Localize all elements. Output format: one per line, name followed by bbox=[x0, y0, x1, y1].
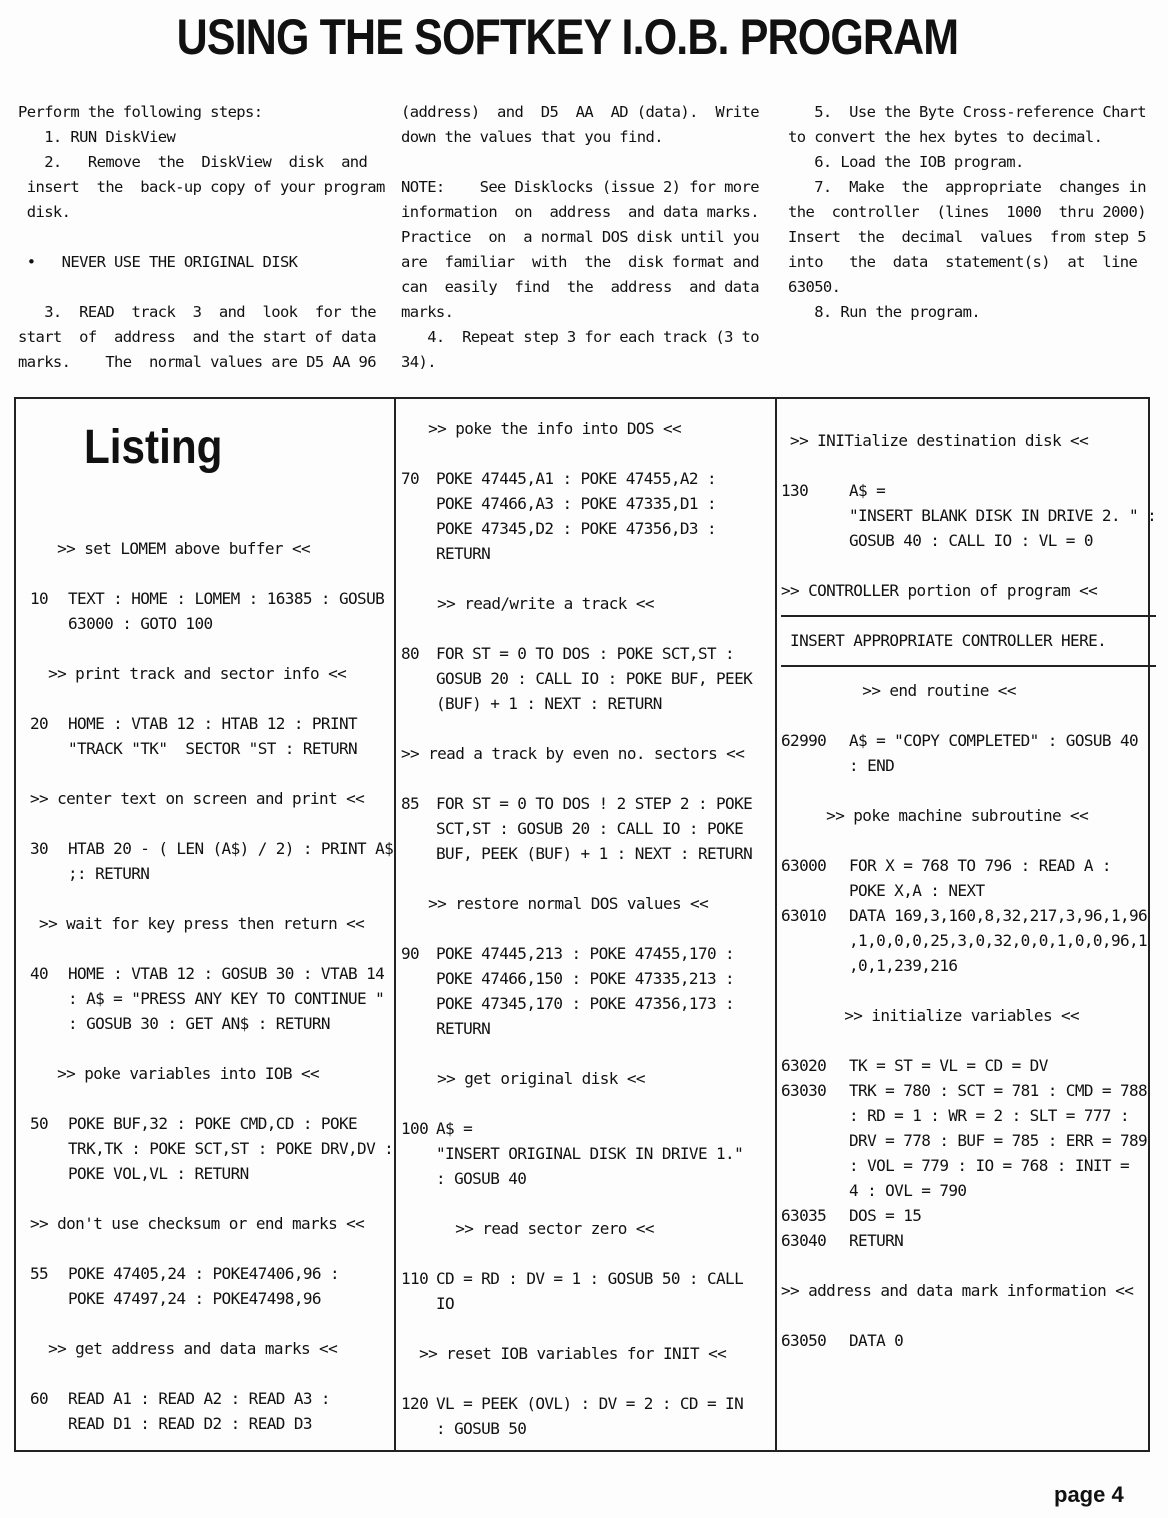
blank-line bbox=[30, 461, 393, 486]
blank-line bbox=[401, 566, 752, 591]
line-number: 110 bbox=[401, 1269, 429, 1288]
blank-line bbox=[30, 636, 393, 661]
listing-column-1 bbox=[30, 411, 393, 1436]
code-comment: >> center text on screen and print << bbox=[30, 789, 365, 808]
code-line bbox=[401, 1166, 752, 1191]
line-number: 63010 bbox=[781, 906, 827, 925]
code-line bbox=[401, 491, 752, 516]
column-divider bbox=[775, 397, 777, 1452]
code-text: ;: RETURN bbox=[68, 864, 150, 883]
code-line bbox=[781, 1153, 1156, 1178]
code-line bbox=[401, 1391, 752, 1416]
code-text: TK = ST = VL = CD = DV bbox=[849, 1056, 1048, 1075]
code-line bbox=[401, 541, 752, 566]
blank-line bbox=[30, 1186, 393, 1211]
code-text: FOR ST = 0 TO DOS : POKE SCT,ST : bbox=[436, 644, 735, 663]
intro-line: Practice on a normal DOS disk until you bbox=[401, 228, 760, 246]
blank-line bbox=[30, 561, 393, 586]
blank-line bbox=[401, 1241, 752, 1266]
line-number: 62990 bbox=[781, 731, 827, 750]
blank-line bbox=[401, 1191, 752, 1216]
code-line bbox=[401, 1266, 752, 1291]
blank-line bbox=[781, 778, 1156, 803]
code-comment: >> poke the info into DOS << bbox=[401, 419, 682, 438]
blank-line bbox=[401, 1091, 752, 1116]
blank-line bbox=[781, 828, 1156, 853]
intro-line: are familiar with the disk format and bbox=[401, 253, 760, 271]
code-text: TRK = 780 : SCT = 781 : CMD = 788 bbox=[849, 1081, 1148, 1100]
code-line bbox=[30, 1261, 393, 1286]
code-text: A$ = bbox=[436, 1119, 473, 1138]
intro-line: 1. RUN DiskView bbox=[18, 128, 176, 146]
code-line bbox=[401, 666, 752, 691]
code-line bbox=[781, 1328, 1156, 1353]
code-text: FOR X = 768 TO 796 : READ A : bbox=[849, 856, 1111, 875]
code-text: 63000 : GOTO 100 bbox=[68, 614, 213, 633]
code-text: RETURN bbox=[436, 544, 491, 563]
intro-line: start of address and the start of data bbox=[18, 328, 377, 346]
code-line bbox=[781, 853, 1156, 878]
line-number: 50 bbox=[30, 1114, 49, 1133]
line-number: 55 bbox=[30, 1264, 49, 1283]
intro-line: Perform the following steps: bbox=[18, 103, 263, 121]
code-comment: >> initialize variables << bbox=[781, 1006, 1080, 1025]
line-number: 10 bbox=[30, 589, 49, 608]
blank-line bbox=[30, 886, 393, 911]
code-line bbox=[30, 961, 393, 986]
code-line bbox=[781, 1178, 1156, 1203]
code-line bbox=[30, 736, 393, 761]
code-text: 4 : OVL = 790 bbox=[849, 1181, 967, 1200]
intro-line: 5. Use the Byte Cross-reference Chart bbox=[788, 103, 1147, 121]
code-text: POKE 47466,150 : POKE 47335,213 : bbox=[436, 969, 735, 988]
code-text: READ A1 : READ A2 : READ A3 : bbox=[68, 1389, 330, 1408]
line-number: 20 bbox=[30, 714, 49, 733]
intro-line: 2. Remove the DiskView disk and bbox=[18, 153, 368, 171]
code-text: HOME : VTAB 12 : HTAB 12 : PRINT bbox=[68, 714, 358, 733]
intro-line: 8. Run the program. bbox=[788, 303, 981, 321]
code-text: (BUF) + 1 : NEXT : RETURN bbox=[436, 694, 662, 713]
code-comment: >> print track and sector info << bbox=[30, 664, 347, 683]
intro-column-3 bbox=[788, 100, 1146, 325]
blank-line bbox=[30, 936, 393, 961]
code-text: IO bbox=[436, 1294, 455, 1313]
intro-line: Insert the decimal values from step 5 bbox=[788, 228, 1147, 246]
code-line bbox=[401, 966, 752, 991]
line-number: 100 bbox=[401, 1119, 429, 1138]
code-line bbox=[401, 1016, 752, 1041]
intro-line: the controller (lines 1000 thru 2000) bbox=[788, 203, 1147, 221]
blank-line bbox=[781, 1303, 1156, 1328]
code-line bbox=[401, 816, 752, 841]
code-line bbox=[781, 928, 1156, 953]
code-text: POKE BUF,32 : POKE CMD,CD : POKE bbox=[68, 1114, 358, 1133]
code-line bbox=[30, 1111, 393, 1136]
code-text: POKE 47405,24 : POKE47406,96 : bbox=[68, 1264, 339, 1283]
code-line bbox=[781, 1203, 1156, 1228]
intro-line bbox=[401, 150, 759, 175]
code-text: RETURN bbox=[436, 1019, 491, 1038]
intro-line: • NEVER USE THE ORIGINAL DISK bbox=[18, 253, 298, 271]
blank-line bbox=[30, 436, 393, 461]
code-text: SCT,ST : GOSUB 20 : CALL IO : POKE bbox=[436, 819, 744, 838]
intro-line: 7. Make the appropriate changes in bbox=[788, 178, 1147, 196]
code-line bbox=[401, 991, 752, 1016]
code-comment: >> poke variables into IOB << bbox=[30, 1064, 320, 1083]
code-line bbox=[401, 791, 752, 816]
code-line bbox=[781, 503, 1156, 528]
blank-line bbox=[30, 1361, 393, 1386]
code-line bbox=[781, 953, 1156, 978]
code-text: A$ = "COPY COMPLETED" : GOSUB 40 bbox=[849, 731, 1139, 750]
page-number: page 4 bbox=[1054, 1482, 1124, 1507]
line-number: 63030 bbox=[781, 1081, 827, 1100]
blank-line bbox=[401, 1366, 752, 1391]
code-line bbox=[401, 1291, 752, 1316]
blank-line bbox=[781, 553, 1156, 578]
line-number: 63050 bbox=[781, 1331, 827, 1350]
code-text: DOS = 15 bbox=[849, 1206, 922, 1225]
code-line bbox=[401, 1116, 752, 1141]
code-line bbox=[401, 466, 752, 491]
code-line bbox=[781, 1053, 1156, 1078]
code-comment: >> don't use checksum or end marks << bbox=[30, 1214, 365, 1233]
blank-line bbox=[30, 686, 393, 711]
code-line bbox=[401, 691, 752, 716]
code-text: CD = RD : DV = 1 : GOSUB 50 : CALL bbox=[436, 1269, 744, 1288]
blank-line bbox=[401, 616, 752, 641]
intro-line: 63050. bbox=[788, 278, 841, 296]
code-text: HOME : VTAB 12 : GOSUB 30 : VTAB 14 bbox=[68, 964, 385, 983]
code-comment: >> CONTROLLER portion of program << bbox=[781, 581, 1098, 600]
code-text: DATA 0 bbox=[849, 1331, 904, 1350]
blank-line bbox=[781, 1253, 1156, 1278]
code-line bbox=[401, 516, 752, 541]
line-number: 85 bbox=[401, 794, 420, 813]
intro-line: 4. Repeat step 3 for each track (3 to bbox=[401, 328, 760, 346]
code-comment: >> reset IOB variables for INIT << bbox=[401, 1344, 727, 1363]
code-line bbox=[30, 586, 393, 611]
code-text: POKE X,A : NEXT bbox=[849, 881, 985, 900]
code-comment: >> INITialize destination disk << bbox=[781, 431, 1089, 450]
blank-line bbox=[30, 811, 393, 836]
code-text: TRK,TK : POKE SCT,ST : POKE DRV,DV : bbox=[68, 1139, 394, 1158]
code-text: HTAB 20 - ( LEN (A$) / 2) : PRINT A$ bbox=[68, 839, 394, 858]
code-text: "INSERT ORIGINAL DISK IN DRIVE 1." bbox=[436, 1144, 744, 1163]
line-number: 63000 bbox=[781, 856, 827, 875]
code-text: GOSUB 40 : CALL IO : VL = 0 bbox=[849, 531, 1093, 550]
blank-line bbox=[401, 1316, 752, 1341]
intro-line: disk. bbox=[18, 203, 71, 221]
code-text: "TRACK "TK" SECTOR "ST : RETURN bbox=[68, 739, 358, 758]
code-text: POKE 47445,A1 : POKE 47455,A2 : bbox=[436, 469, 717, 488]
blank-line bbox=[30, 761, 393, 786]
code-line bbox=[401, 641, 752, 666]
code-comment: >> poke machine subroutine << bbox=[781, 806, 1089, 825]
code-line bbox=[781, 528, 1156, 553]
code-text: TEXT : HOME : LOMEM : 16385 : GOSUB bbox=[68, 589, 385, 608]
intro-line: 34). bbox=[401, 353, 436, 371]
code-line bbox=[30, 711, 393, 736]
line-number: 90 bbox=[401, 944, 420, 963]
code-line bbox=[401, 841, 752, 866]
code-line bbox=[781, 1078, 1156, 1103]
line-number: 80 bbox=[401, 644, 420, 663]
divider-rule bbox=[781, 615, 1156, 628]
intro-line bbox=[18, 275, 385, 300]
blank-line bbox=[401, 916, 752, 941]
code-line bbox=[30, 1386, 393, 1411]
code-line bbox=[30, 986, 393, 1011]
intro-line: down the values that you find. bbox=[401, 128, 663, 146]
blank-line bbox=[401, 1041, 752, 1066]
listing-column-3 bbox=[781, 428, 1156, 1353]
blank-line bbox=[781, 978, 1156, 1003]
intro-line bbox=[18, 225, 385, 250]
code-line bbox=[30, 1286, 393, 1311]
code-text: : END bbox=[849, 756, 895, 775]
code-text: POKE VOL,VL : RETURN bbox=[68, 1164, 249, 1183]
blank-line bbox=[30, 1086, 393, 1111]
code-text: BUF, PEEK (BUF) + 1 : NEXT : RETURN bbox=[436, 844, 753, 863]
intro-line: can easily find the address and data bbox=[401, 278, 760, 296]
code-text: FOR ST = 0 TO DOS ! 2 STEP 2 : POKE bbox=[436, 794, 753, 813]
code-comment: >> read a track by even no. sectors << bbox=[401, 744, 745, 763]
code-text: READ D1 : READ D2 : READ D3 bbox=[68, 1414, 312, 1433]
code-line bbox=[30, 611, 393, 636]
code-comment: >> wait for key press then return << bbox=[30, 914, 365, 933]
blank-line bbox=[30, 411, 393, 436]
code-comment: >> set LOMEM above buffer << bbox=[30, 539, 311, 558]
code-text: : VOL = 779 : IO = 768 : INIT = bbox=[849, 1156, 1130, 1175]
intro-column-2 bbox=[401, 100, 759, 375]
intro-line: marks. The normal values are D5 AA 96 bbox=[18, 353, 377, 371]
code-line bbox=[781, 1228, 1156, 1253]
blank-line bbox=[401, 866, 752, 891]
code-text: : A$ = "PRESS ANY KEY TO CONTINUE " bbox=[68, 989, 385, 1008]
divider-rule bbox=[781, 665, 1156, 678]
code-text: VL = PEEK (OVL) : DV = 2 : CD = IN bbox=[436, 1394, 744, 1413]
column-divider bbox=[394, 397, 396, 1452]
code-text: POKE 47466,A3 : POKE 47335,D1 : bbox=[436, 494, 717, 513]
blank-line bbox=[30, 1236, 393, 1261]
code-text: : GOSUB 40 bbox=[436, 1169, 527, 1188]
intro-line: 6. Load the IOB program. bbox=[788, 153, 1024, 171]
code-line bbox=[781, 478, 1156, 503]
code-text: ,0,1,239,216 bbox=[849, 956, 958, 975]
line-number: 40 bbox=[30, 964, 49, 983]
listing-column-2 bbox=[401, 416, 752, 1441]
intro-line: (address) and D5 AA AD (data). Write bbox=[401, 103, 760, 121]
code-comment: >> get address and data marks << bbox=[30, 1339, 338, 1358]
line-number: 63035 bbox=[781, 1206, 827, 1225]
code-line bbox=[781, 903, 1156, 928]
listing-heading: Listing bbox=[84, 421, 223, 474]
code-text: "INSERT BLANK DISK IN DRIVE 2. " : bbox=[849, 506, 1157, 525]
code-comment: INSERT APPROPRIATE CONTROLLER HERE. bbox=[781, 631, 1107, 650]
code-text: DRV = 778 : BUF = 785 : ERR = 789 bbox=[849, 1131, 1148, 1150]
code-comment: >> get original disk << bbox=[401, 1069, 645, 1088]
blank-line bbox=[30, 1311, 393, 1336]
code-line bbox=[401, 1141, 752, 1166]
code-line bbox=[30, 1011, 393, 1036]
intro-line: NOTE: See Disklocks (issue 2) for more bbox=[401, 178, 760, 196]
blank-line bbox=[30, 511, 393, 536]
code-line bbox=[30, 861, 393, 886]
code-text: A$ = bbox=[849, 481, 886, 500]
blank-line bbox=[401, 441, 752, 466]
code-line bbox=[781, 728, 1156, 753]
code-line bbox=[781, 878, 1156, 903]
code-line bbox=[30, 1161, 393, 1186]
code-line bbox=[30, 1136, 393, 1161]
line-number: 63040 bbox=[781, 1231, 827, 1250]
blank-line bbox=[781, 1028, 1156, 1053]
code-text: POKE 47345,D2 : POKE 47356,D3 : bbox=[436, 519, 717, 538]
code-line bbox=[30, 836, 393, 861]
code-line bbox=[401, 1416, 752, 1441]
intro-column-1 bbox=[18, 100, 385, 375]
code-line bbox=[781, 753, 1156, 778]
blank-line bbox=[401, 766, 752, 791]
line-number: 63020 bbox=[781, 1056, 827, 1075]
code-line bbox=[401, 941, 752, 966]
code-text: RETURN bbox=[849, 1231, 904, 1250]
intro-line: 3. READ track 3 and look for the bbox=[18, 303, 377, 321]
code-comment: >> restore normal DOS values << bbox=[401, 894, 709, 913]
code-line bbox=[30, 1411, 393, 1436]
code-text: POKE 47345,170 : POKE 47356,173 : bbox=[436, 994, 735, 1013]
blank-line bbox=[401, 716, 752, 741]
line-number: 60 bbox=[30, 1389, 49, 1408]
code-comment: >> end routine << bbox=[781, 681, 1016, 700]
intro-line: into the data statement(s) at line bbox=[788, 253, 1138, 271]
code-text: : GOSUB 30 : GET AN$ : RETURN bbox=[68, 1014, 330, 1033]
line-number: 120 bbox=[401, 1394, 429, 1413]
blank-line bbox=[781, 453, 1156, 478]
blank-line bbox=[30, 1036, 393, 1061]
blank-line bbox=[30, 486, 393, 511]
line-number: 30 bbox=[30, 839, 49, 858]
code-text: : RD = 1 : WR = 2 : SLT = 777 : bbox=[849, 1106, 1130, 1125]
code-text: GOSUB 20 : CALL IO : POKE BUF, PEEK bbox=[436, 669, 753, 688]
code-text: ,1,0,0,0,25,3,0,32,0,0,1,0,0,96,1 bbox=[849, 931, 1148, 950]
blank-line bbox=[781, 703, 1156, 728]
code-comment: >> address and data mark information << bbox=[781, 1281, 1134, 1300]
code-line bbox=[781, 1103, 1156, 1128]
intro-line: marks. bbox=[401, 303, 454, 321]
code-comment: >> read/write a track << bbox=[401, 594, 654, 613]
intro-line: to convert the hex bytes to decimal. bbox=[788, 128, 1103, 146]
code-comment: >> read sector zero << bbox=[401, 1219, 654, 1238]
code-text: POKE 47445,213 : POKE 47455,170 : bbox=[436, 944, 735, 963]
line-number: 70 bbox=[401, 469, 420, 488]
code-text: POKE 47497,24 : POKE47498,96 bbox=[68, 1289, 321, 1308]
page-title: USING THE SOFTKEY I.O.B. PROGRAM bbox=[176, 9, 959, 65]
code-text: DATA 169,3,160,8,32,217,3,96,1,96 bbox=[849, 906, 1148, 925]
line-number: 130 bbox=[781, 481, 809, 500]
intro-line: insert the back-up copy of your program bbox=[18, 178, 385, 196]
intro-line: information on address and data marks. bbox=[401, 203, 760, 221]
code-line bbox=[781, 1128, 1156, 1153]
code-text: : GOSUB 50 bbox=[436, 1419, 527, 1438]
